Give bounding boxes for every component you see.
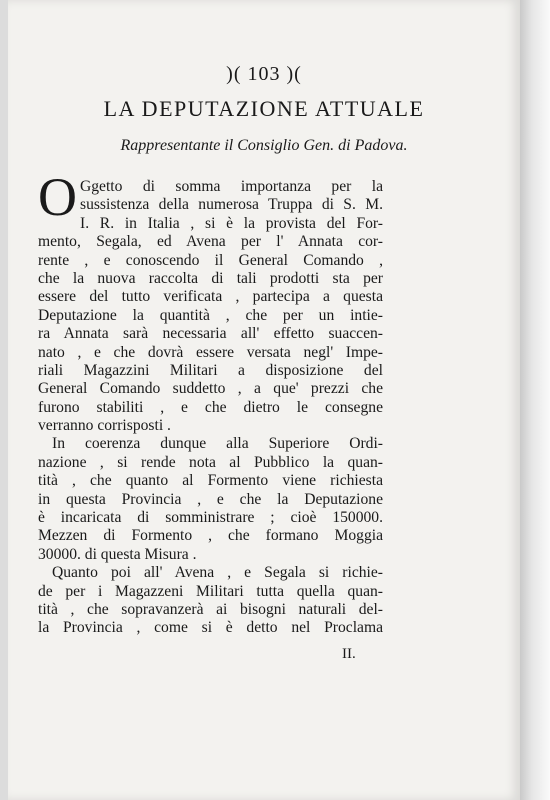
catchword: II. — [342, 646, 356, 662]
text-line: nazione , si rende nota al Pubblico la quan- — [38, 453, 383, 471]
text-line: In coerenza dunque alla Superiore Ordi- — [52, 435, 383, 453]
text-line: tità , che quanto al Formento viene richiesta — [38, 472, 383, 490]
text-line: nato , e che dovrà essere versata negl' Impe- — [38, 343, 383, 361]
text-line: Ggetto di somma importanza per la — [80, 178, 383, 195]
page-subtitle: Rappresentante il Consiglio Gen. di Padova. — [120, 137, 408, 154]
text-line: furono stabiliti , e che dietro le consegne — [38, 398, 383, 416]
text-line: Mezzen di Formento , che formano Moggia — [38, 527, 383, 545]
text-line: verranno corrisposti . — [38, 417, 171, 435]
drop-capital: O — [38, 167, 77, 227]
page-title: LA DEPUTAZIONE ATTUALE — [103, 96, 425, 121]
body-text — [38, 178, 383, 638]
text-line: Quanto poi all' Avena , e Segala si richie- — [52, 564, 383, 582]
text-line: che la nuova raccolta di tali prodotti sta per — [38, 269, 383, 287]
text-line: General Comando suddetto , a que' prezzi che — [38, 380, 383, 398]
text-line: 30000. di questa Misura . — [38, 545, 197, 563]
text-line: rente , e conoscendo il General Comando , — [38, 251, 383, 269]
text-line: I. R. in Italia , si è la provista del For- — [80, 214, 383, 232]
text-line: è incaricata di somministrare ; cioè 150000. — [38, 509, 383, 527]
text-line: ra Annata sarà necessaria all' effetto suaccen- — [38, 325, 383, 343]
text-line: Deputazione la quantità , che per un intie- — [38, 306, 383, 324]
text-line: sussistenza della numerosa Truppa di S. M. — [80, 196, 383, 214]
book-page — [8, 0, 520, 800]
text-line: tità , che sopravanzerà ai bisogni naturali del- — [38, 600, 383, 618]
text-line: essere del tutto verificata , partecipa a questa — [38, 288, 383, 306]
text-line: de per i Magazzeni Militari tutta quella quan- — [38, 582, 383, 600]
text-line: in questa Provincia , e che la Deputazione — [38, 490, 383, 508]
page-number: )( 103 )( — [226, 63, 302, 85]
text-line: mento, Segala, ed Avena per l' Annata cor- — [38, 233, 383, 251]
text-line: riali Magazzini Militari a disposizione del — [38, 361, 383, 379]
text-line: la Provincia , come si è detto nel Proclama — [38, 619, 383, 637]
page-edge — [520, 0, 550, 800]
